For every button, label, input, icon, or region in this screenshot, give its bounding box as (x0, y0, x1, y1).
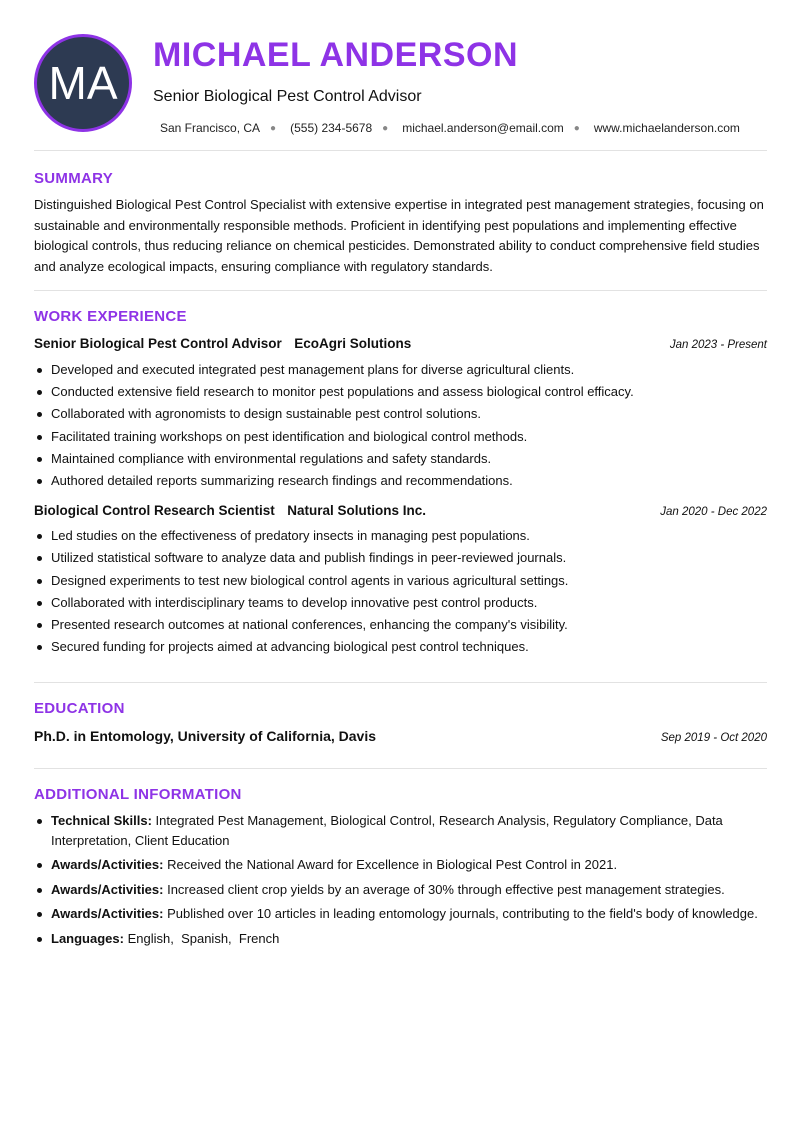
separator-dot-icon: ● (573, 122, 580, 134)
list-item: Maintained compliance with environmental regulations and safety standards. (34, 448, 767, 470)
list-item (34, 811, 767, 850)
section-title-additional: ADDITIONAL INFORMATION (34, 786, 242, 804)
job-title: Senior Biological Pest Control Advisor (34, 336, 282, 351)
list-item: Collaborated with interdisciplinary teams to develop innovative pest control products. (34, 592, 767, 614)
contact-location: San Francisco, CA (160, 121, 261, 135)
resume-page (34, 0, 767, 953)
job-entry (34, 502, 767, 658)
info-label: Awards/Activities: (51, 857, 164, 873)
info-text: Published over 10 articles in leading entomology journals, contributing to the field's body of knowledge. (167, 906, 758, 922)
list-item: Led studies on the effectiveness of predatory insects in managing pest populations. (34, 525, 767, 547)
list-item: Facilitated training workshops on pest identification and biological control methods. (34, 426, 767, 448)
list-item: Collaborated with agronomists to design sustainable pest control solutions. (34, 403, 767, 425)
info-label: Awards/Activities: (51, 881, 164, 897)
job-dates: Jan 2020 - Dec 2022 (660, 506, 767, 519)
info-text: Increased client crop yields by an average of 30% through effective pest management strategies. (167, 881, 725, 897)
resume-header (34, 0, 767, 150)
candidate-name: MICHAEL ANDERSON (153, 36, 519, 74)
job-bullets (34, 525, 767, 658)
avatar: MA (34, 34, 132, 132)
contact-website[interactable]: www.michaelanderson.com (593, 121, 740, 135)
divider (34, 682, 767, 683)
section-title-experience: WORK EXPERIENCE (34, 308, 187, 325)
additional-section (34, 786, 767, 948)
summary-text: Distinguished Biological Pest Control Specialist with extensive expertise in integrated pest management strategies, focusing on sustainable and environmentally responsible methods. Proficient in identifying pest populations and implementing effective biological controls, thus reducing reliance on chemical pesticides. Demonstrated ability to conduct comprehensive field studies and analyze ecological impacts, ensuring compliance with regulatory standards. (34, 197, 764, 274)
info-label: Languages: (51, 930, 124, 946)
job-title: Biological Control Research Scientist (34, 503, 275, 519)
list-item: Developed and executed integrated pest management plans for diverse agricultural clients. (34, 359, 767, 381)
job-bullets (34, 359, 767, 492)
info-text: Received the National Award for Excellence in Biological Pest Control in 2021. (167, 857, 618, 873)
info-label: Awards/Activities: (51, 906, 164, 922)
education-section (34, 700, 767, 744)
list-item: Utilized statistical software to analyze data and publish findings in peer-reviewed journals. (34, 547, 767, 569)
list-item (34, 904, 767, 924)
divider (34, 290, 767, 291)
divider (34, 150, 767, 151)
additional-list (34, 811, 767, 948)
info-text: Integrated Pest Management, Biological Control, Research Analysis, Regulatory Compliance, Data Interpretation, Client Education (51, 813, 723, 848)
separator-dot-icon: ● (382, 122, 389, 134)
list-item: Authored detailed reports summarizing research findings and recommendations. (34, 470, 767, 492)
list-item: Conducted extensive field research to monitor pest populations and assess biological control efficacy. (34, 381, 767, 403)
divider (34, 768, 767, 769)
job-header (34, 502, 767, 520)
job-header (34, 335, 767, 353)
list-item (34, 880, 767, 900)
separator-dot-icon: ● (270, 122, 277, 134)
summary-section (34, 170, 767, 277)
contact-email[interactable]: michael.anderson@email.com (402, 121, 564, 135)
job-entry (34, 335, 767, 492)
list-item: Presented research outcomes at national conferences, enhancing the company's visibility. (34, 614, 767, 636)
section-title-education: EDUCATION (34, 700, 125, 718)
experience-section (34, 308, 767, 658)
job-dates: Jan 2023 - Present (669, 339, 767, 351)
candidate-role: Senior Biological Pest Control Advisor (153, 88, 422, 105)
contact-phone: (555) 234-5678 (290, 121, 373, 135)
education-dates: Sep 2019 - Oct 2020 (660, 732, 767, 745)
list-item (34, 929, 767, 949)
list-item (34, 855, 767, 875)
info-text: English, Spanish, French (127, 930, 280, 946)
education-degree: Ph.D. in Entomology, University of California, Davis (34, 728, 377, 745)
list-item: Secured funding for projects aimed at advancing biological pest control techniques. (34, 636, 767, 658)
job-company: Natural Solutions Inc. (287, 503, 427, 519)
info-label: Technical Skills: (51, 813, 152, 829)
list-item: Designed experiments to test new biological control agents in various agricultural settings. (34, 570, 767, 592)
education-entry (34, 728, 767, 744)
contact-line (160, 121, 740, 135)
section-title-summary: SUMMARY (34, 170, 114, 187)
job-company: EcoAgri Solutions (294, 336, 412, 351)
